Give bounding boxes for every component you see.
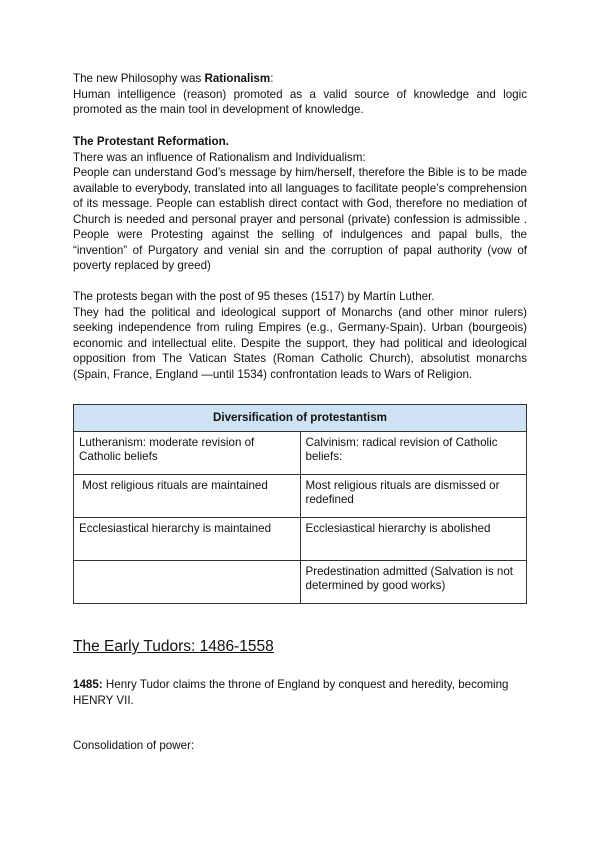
table-row	[74, 432, 527, 475]
document-page	[73, 71, 527, 754]
table-cell	[74, 561, 301, 604]
tudors-event-text: Henry Tudor claims the throne of England by conquest and heredity, becoming HENRY VII.	[73, 678, 509, 707]
rationalism-body: Human intelligence (reason) promoted as a valid source of knowledge and logic promoted as the main tool in development of knowledge.	[73, 87, 527, 116]
consolidation-line: Consolidation of power:	[73, 739, 195, 752]
table-cell: Most religious rituals are maintained	[74, 475, 301, 518]
table-cell: Calvinism: radical revision of Catholic beliefs:	[300, 432, 527, 475]
tudors-year: 1485:	[73, 678, 103, 691]
table-row	[74, 518, 527, 561]
table-row	[74, 561, 527, 604]
protests-body: They had the political and ideological support of Monarchs (and other minor rulers) seeking independence from ruling Empires (e.g., Germany-Spain). Urban (bourgeois) economic and intellectual elite. Despite the support, they had political and ideological opposition from The Vatican States (Roman Catholic Church), absolutist monarchs (Spain, France, England —until 1534) confrontation leads to Wars of Religion.	[73, 305, 527, 381]
table-cell: Lutheranism: moderate revision of Catholic beliefs	[74, 432, 301, 475]
table-cell: Predestination admitted (Salvation is not determined by good works)	[300, 561, 527, 604]
rationalism-colon: :	[270, 72, 274, 85]
table-cell: Ecclesiastical hierarchy is abolished	[300, 518, 527, 561]
protestantism-table	[73, 404, 527, 604]
tudors-heading: The Early Tudors: 1486-1558	[73, 638, 274, 655]
tudors-event	[73, 677, 527, 708]
rationalism-term: Rationalism	[204, 72, 271, 85]
reformation-body: People can understand God’s message by him/herself, therefore the Bible is to be made available to everybody, translated into all languages to facilitate people’s comprehension of its message. People can establish direct contact with God, therefore no mediation of Church is needed and personal prayer and personal (private) confession is admissible . People were Protesting against the selling of indulgences and papal bulls, the “invention” of Purgatory and venial sin and the corruption of papal authority (vow of poverty replaced by greed)	[73, 166, 527, 272]
reformation-heading: The Protestant Reformation.	[73, 135, 229, 148]
rationalism-lead: The new Philosophy was	[73, 72, 205, 85]
table-cell: Most religious rituals are dismissed or redefined	[300, 475, 527, 518]
rationalism-line	[73, 71, 527, 87]
table-title: Diversification of protestantism	[74, 405, 527, 432]
reformation-intro: There was an influence of Rationalism and Individualism:	[73, 150, 366, 164]
table-row	[74, 475, 527, 518]
table-cell: Ecclesiastical hierarchy is maintained	[74, 518, 301, 561]
protests-line: The protests began with the post of 95 theses (1517) by Martín Luther.	[73, 290, 435, 303]
